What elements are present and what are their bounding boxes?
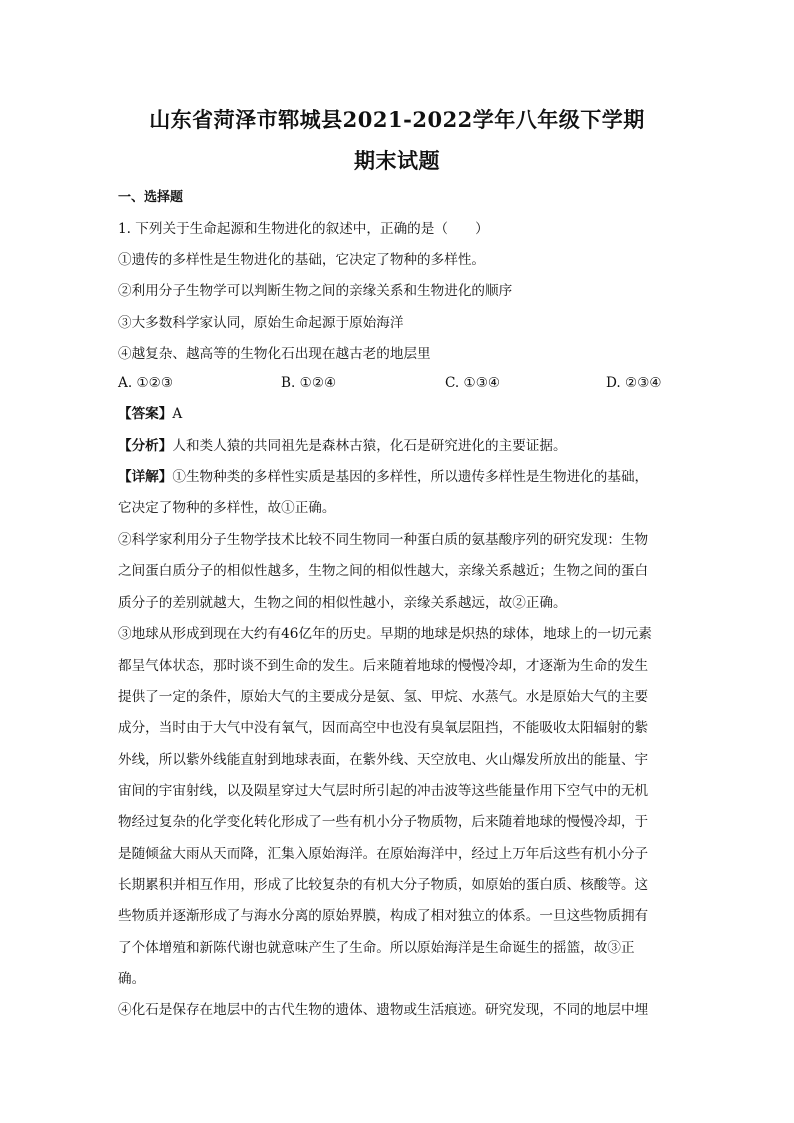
option-d: D. ②③④ [606,375,662,391]
detail-text: ①生物种类的多样性实质是基因的多样性，所以遗传多样性是生物进化的基础， [172,469,649,485]
statement-2: ②利用分子生物学可以判断生物之间的亲缘关系和生物进化的顺序 [118,283,513,299]
detail-line: 些物质并逐渐形成了与海水分离的原始界膜，构成了相对独立的体系。一旦这些物质拥有 [118,908,649,924]
option-a: A. ①②③ [118,375,174,391]
detail-line: 物经过复杂的化学变化转化形成了一些有机小分子物质物，后来随着地球的慢慢冷却，于 [118,814,649,830]
detail-line: 质分子的差别就越大，生物之间的相似性越小，亲缘关系越远，故②正确。 [118,595,567,611]
detail-line: ②科学家利用分子生物学技术比较不同生物同一种蛋白质的氨基酸序列的研究发现：生物 [118,532,649,548]
detail-first-line [118,467,678,487]
detail-line: 都呈气体状态，那时谈不到生命的发生。后来随着地球的慢慢冷却，才逐渐为生命的发生 [118,658,649,674]
title-line-2: 期末试题 [354,148,440,173]
detail-line: 确。 [118,971,146,987]
detail-line: 外线，所以紫外线能直射到地球表面，在紫外线、天空放电、火山爆发所放出的能量、宇 [118,752,649,768]
title-line-1: 山东省菏泽市郓城县2021-2022学年八年级下学期 [149,107,645,132]
statement-3: ③大多数科学家认同，原始生命起源于原始海洋 [118,315,404,331]
option-b: B. ①②④ [281,375,337,391]
analysis-text: 人和类人猿的共同祖先是森林古猿，化石是研究进化的主要证据。 [172,438,567,454]
analysis-tag: 【分析】 [118,438,173,454]
detail-line: 提供了一定的条件，原始大气的主要成分是氨、氢、甲烷、水蒸气。水是原始大气的主要 [118,689,649,705]
statement-4: ④越复杂、越高等的生物化石出现在越古老的地层里 [118,346,431,362]
answer-line [118,404,678,424]
statement-1: ①遗传的多样性是生物进化的基础，它决定了物种的多样性。 [118,252,486,268]
detail-line: 了个体增殖和新陈代谢也就意味产生了生命。所以原始海洋是生命诞生的摇篮，故③正 [118,940,635,956]
detail-line: 是随倾盆大雨从天而降，汇集入原始海洋。在原始海洋中，经过上万年后这些有机小分子 [118,846,649,862]
answer-value: A [172,406,183,422]
detail-line: 之间蛋白质分子的相似性越多，生物之间的相似性越大，亲缘关系越近；生物之间的蛋白 [118,563,649,579]
detail-line: 长期累积并相互作用，形成了比较复杂的有机大分子物质，如原始的蛋白质、核酸等。这 [118,877,649,893]
answer-tag: 【答案】 [118,406,173,422]
detail-tag: 【详解】 [118,469,173,485]
section-heading: 一、选择题 [118,190,184,205]
option-c: C. ①③④ [445,375,501,391]
detail-line: 它决定了物种的多样性，故①正确。 [118,500,336,516]
detail-line: 宙间的宇宙射线，以及陨星穿过大气层时所引起的冲击波等这些能量作用下空气中的无机 [118,783,649,799]
question-stem: 1. 下列关于生命起源和生物进化的叙述中，正确的是（ ） [118,221,489,237]
detail-line: 成分，当时由于大气中没有氧气，因而高空中也没有臭氧层阻挡，不能吸收太阳辐射的紫 [118,720,649,736]
detail-line: ③地球从形成到现在大约有46亿年的历史。早期的地球是炽热的球体，地球上的一切元素 [118,626,652,642]
analysis-line [118,436,678,456]
detail-line: ④化石是保存在地层中的古代生物的遗体、遗物或生活痕迹。研究发现，不同的地层中埋 [118,1002,649,1018]
